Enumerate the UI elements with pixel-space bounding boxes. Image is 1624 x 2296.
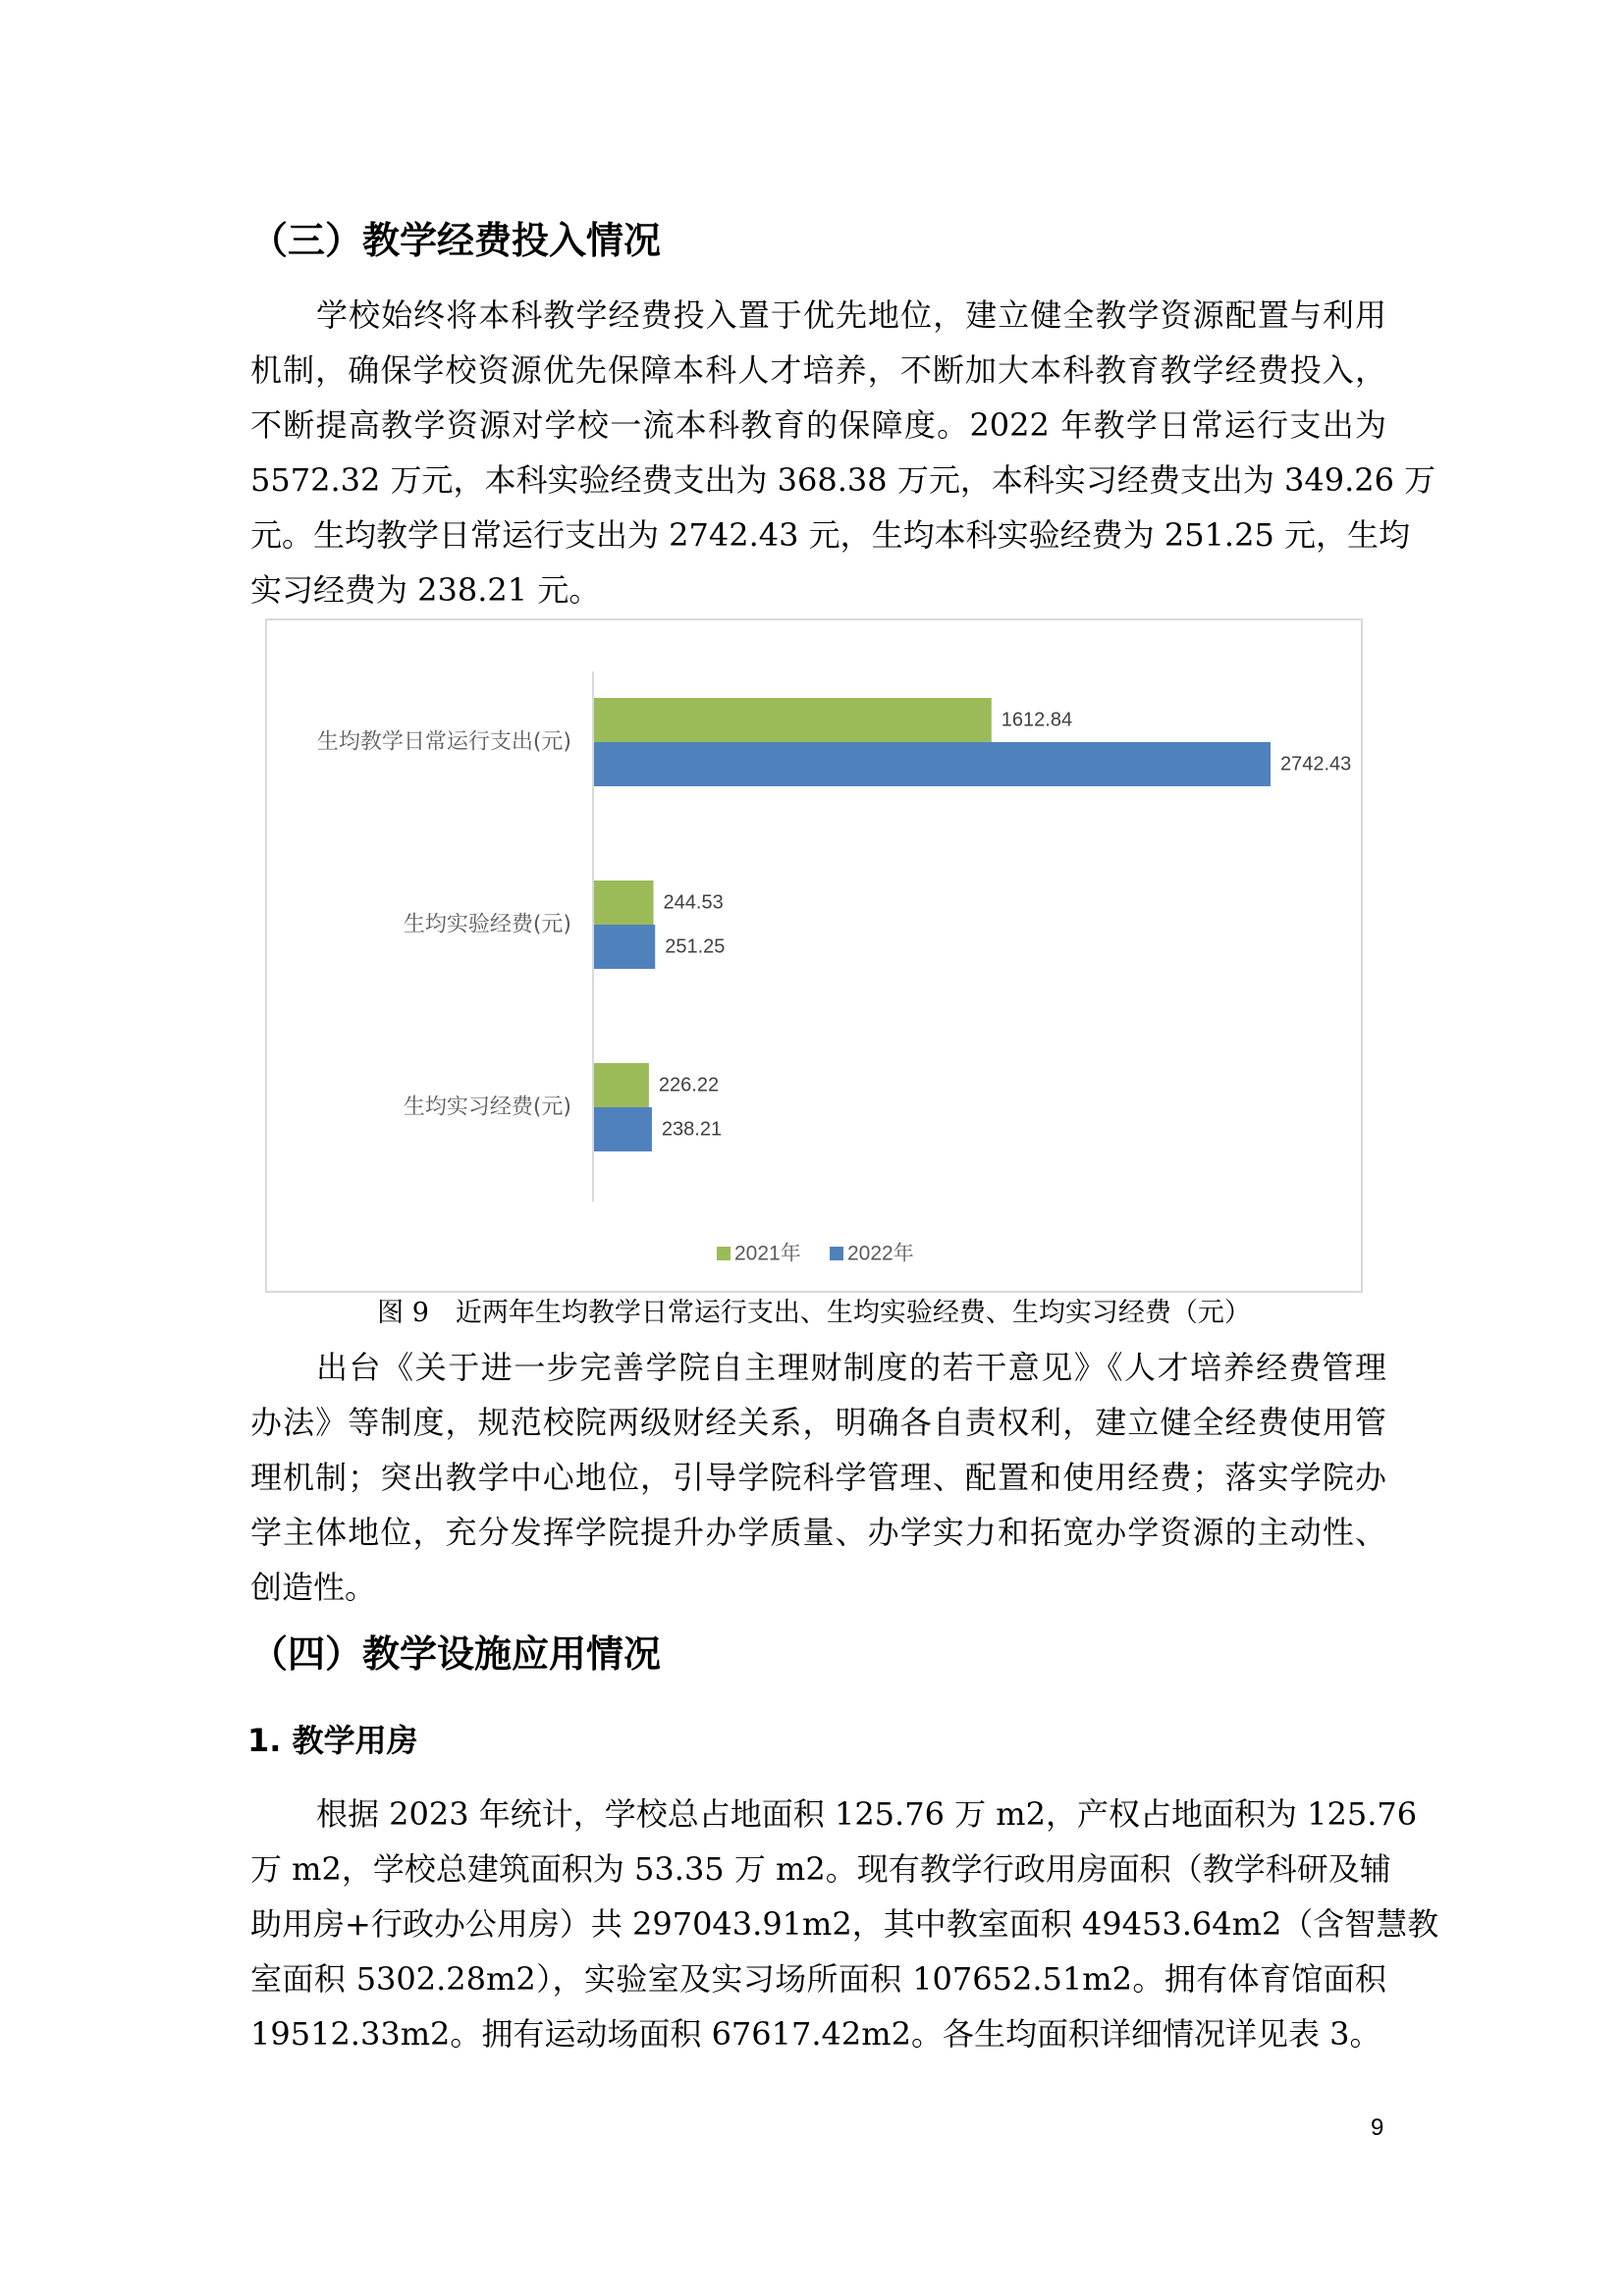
paragraph-line: 学主体地位，充分发挥学院提升办学质量、办学实力和拓宽办学资源的主动性、 xyxy=(250,1514,1386,1551)
paragraph-line: 办法》等制度，规范校院两级财经关系，明确各自责权利，建立健全经费使用管 xyxy=(250,1404,1386,1441)
paragraph-line: 5572.32 万元，本科实验经费支出为 368.38 万元，本科实习经费支出为 349.26 万 xyxy=(250,461,1436,499)
chart-svg xyxy=(267,620,1361,1291)
paragraph-line: 机制，确保学校资源优先保障本科人才培养，不断加大本科教育教学经费投入， xyxy=(250,351,1386,389)
subsection-heading: 1. 教学用房 xyxy=(247,1722,418,1759)
page-number: 9 xyxy=(1371,2114,1384,2141)
paragraph xyxy=(250,1340,1386,1615)
paragraph xyxy=(250,1787,1439,2061)
data-label: 2742.43 xyxy=(1280,753,1352,775)
data-label: 238.21 xyxy=(661,1118,723,1141)
paragraph-line: 创造性。 xyxy=(250,1569,377,1606)
legend-swatch xyxy=(717,1247,731,1260)
section-heading: （四）教学设施应用情况 xyxy=(250,1632,662,1676)
legend-label: 2022年 xyxy=(847,1242,914,1265)
bar-series-2 xyxy=(593,1107,652,1151)
bar-series-1 xyxy=(593,698,992,742)
section-heading: （三）教学经费投入情况 xyxy=(250,219,662,262)
bar-series-2 xyxy=(593,742,1271,786)
paragraph-line: 万 m2，学校总建筑面积为 53.35 万 m2。现有教学行政用房面积（教学科研及辅 xyxy=(250,1850,1391,1888)
paragraph-line: 室面积 5302.28m2），实验室及实习场所面积 107652.51m2。拥有体育馆面积 xyxy=(250,1960,1386,1998)
data-label: 244.53 xyxy=(663,891,724,914)
category-label: 生均实验经费(元) xyxy=(403,912,571,937)
paragraph-line: 不断提高教学资源对学校一流本科教育的保障度。2022 年教学日常运行支出为 xyxy=(250,406,1386,444)
paragraph-line: 助用房+行政办公用房）共 297043.91m2，其中教室面积 49453.64m2（含智慧教 xyxy=(250,1905,1439,1943)
paragraph xyxy=(250,288,1436,617)
paragraph-line: 理机制；突出教学中心地位，引导学院科学管理、配置和使用经费；落实学院办 xyxy=(250,1459,1386,1496)
paragraph-line: 学校始终将本科教学经费投入置于优先地位，建立健全教学资源配置与利用 xyxy=(316,296,1386,334)
paragraph-line: 元。生均教学日常运行支出为 2742.43 元，生均本科实验经费为 251.25 元，生均 xyxy=(250,516,1410,554)
bar-series-1 xyxy=(593,881,654,925)
bar-chart xyxy=(265,618,1363,1293)
legend-swatch xyxy=(830,1247,843,1260)
paragraph-line: 出台《关于进一步完善学院自主理财制度的若干意见》《人才培养经费管理 xyxy=(316,1349,1386,1386)
legend-label: 2021年 xyxy=(734,1242,801,1265)
figure-caption: 图 9 近两年生均教学日常运行支出、生均实验经费、生均实习经费（元） xyxy=(377,1298,1251,1328)
data-label: 1612.84 xyxy=(1001,709,1073,731)
bar-series-1 xyxy=(593,1063,649,1107)
category-label: 生均实习经费(元) xyxy=(403,1095,571,1120)
paragraph-line: 根据 2023 年统计，学校总占地面积 125.76 万 m2，产权占地面积为 125.76 xyxy=(316,1795,1418,1833)
paragraph-line: 实习经费为 238.21 元。 xyxy=(250,571,601,609)
paragraph-line: 19512.33m2。拥有运动场面积 67617.42m2。各生均面积详细情况详见表 3。 xyxy=(250,2015,1381,2053)
category-label: 生均教学日常运行支出(元) xyxy=(316,729,571,755)
bar-series-2 xyxy=(593,925,655,969)
data-label: 226.22 xyxy=(658,1074,720,1096)
data-label: 251.25 xyxy=(665,935,726,958)
